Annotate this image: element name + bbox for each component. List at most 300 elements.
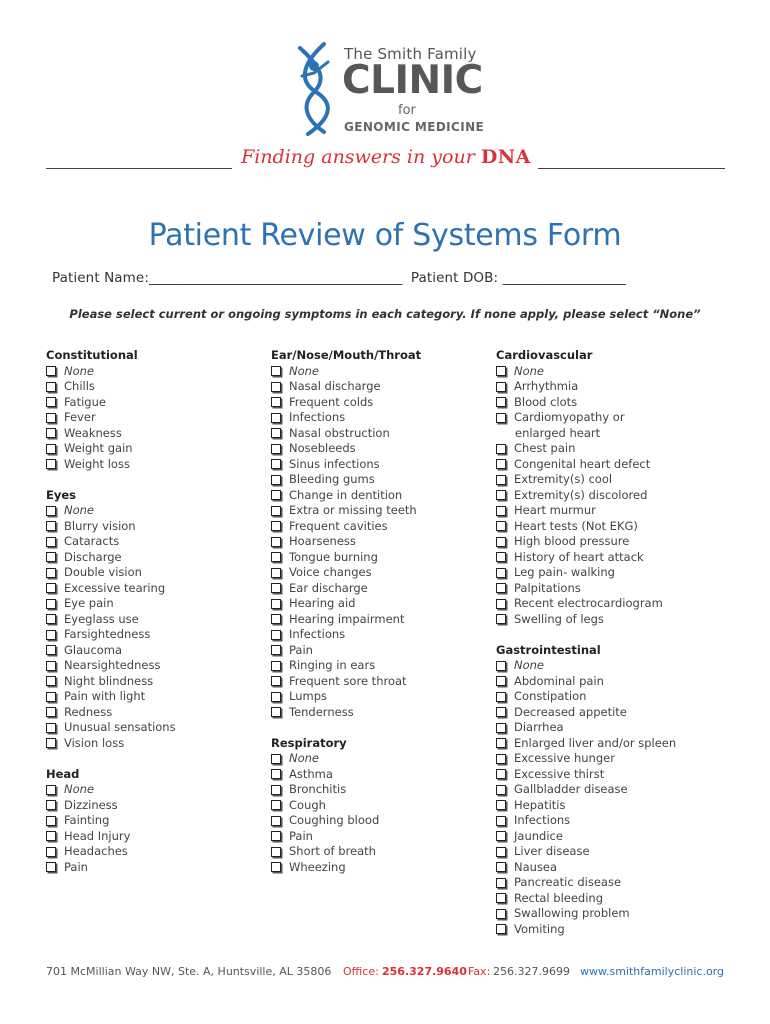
checkbox[interactable] <box>496 909 506 919</box>
checkbox[interactable] <box>46 785 56 795</box>
symptom-option[interactable] <box>496 798 721 814</box>
symptom-option[interactable] <box>496 472 721 488</box>
symptom-option[interactable] <box>496 410 721 426</box>
checkbox[interactable] <box>271 645 281 655</box>
symptom-option[interactable] <box>496 534 721 550</box>
symptom-option[interactable] <box>271 689 496 705</box>
symptom-label: Tongue burning <box>289 549 378 564</box>
checkbox[interactable] <box>46 831 56 841</box>
symptom-label: Excessive tearing <box>64 580 166 595</box>
symptom-option[interactable] <box>46 426 271 442</box>
symptom-option[interactable] <box>271 813 496 829</box>
checkbox[interactable] <box>271 521 281 531</box>
checkbox[interactable] <box>271 382 281 392</box>
symptom-option[interactable] <box>46 658 271 674</box>
symptom-label: Asthma <box>289 766 333 781</box>
symptom-option[interactable] <box>46 736 271 752</box>
checkbox[interactable] <box>46 444 56 454</box>
symptom-label: Sinus infections <box>289 456 380 471</box>
checkbox[interactable] <box>271 552 281 562</box>
checkbox[interactable] <box>496 568 506 578</box>
checkbox[interactable] <box>496 366 506 376</box>
symptom-option[interactable] <box>46 457 271 473</box>
symptom-label: Nearsightedness <box>64 658 161 672</box>
symptom-option[interactable] <box>496 503 721 519</box>
symptom-option[interactable] <box>496 441 721 457</box>
checkbox[interactable] <box>496 490 506 500</box>
checkbox[interactable] <box>496 847 506 857</box>
symptom-option[interactable] <box>496 457 721 473</box>
symptom-option[interactable] <box>271 410 496 426</box>
symptom-label: Eyeglass use <box>64 611 139 626</box>
symptom-option[interactable] <box>496 364 721 380</box>
symptom-option[interactable] <box>46 844 271 860</box>
symptom-label: Redness <box>64 704 113 719</box>
symptom-option[interactable] <box>271 751 496 767</box>
patient-dob-label: Patient DOB: <box>410 270 499 286</box>
checkbox[interactable] <box>496 583 506 593</box>
footer-website[interactable]: www.smithfamilyclinic.org <box>580 965 724 978</box>
section-heading: Head <box>46 766 80 781</box>
symptom-option[interactable] <box>271 488 496 504</box>
checkbox[interactable] <box>271 428 281 438</box>
checkbox[interactable] <box>46 397 56 407</box>
symptom-label: Infections <box>289 410 346 424</box>
section-heading: Respiratory <box>271 735 347 750</box>
symptom-option[interactable] <box>496 844 721 860</box>
checkbox[interactable] <box>496 475 506 485</box>
symptom-option[interactable] <box>271 596 496 612</box>
checkbox[interactable] <box>271 661 281 671</box>
checkbox[interactable] <box>46 630 56 640</box>
symptom-option[interactable] <box>496 782 721 798</box>
checkbox[interactable] <box>46 816 56 826</box>
symptom-label: Double vision <box>64 565 142 579</box>
symptom-option[interactable] <box>271 658 496 674</box>
checkbox[interactable] <box>271 816 281 826</box>
symptom-option[interactable] <box>46 860 271 876</box>
checkbox[interactable] <box>496 754 506 764</box>
symptom-option[interactable] <box>271 705 496 721</box>
checkbox[interactable] <box>496 614 506 624</box>
symptom-option[interactable] <box>46 627 271 643</box>
symptom-label: Frequent cavities <box>289 518 388 533</box>
symptom-label: Gallbladder disease <box>514 782 628 796</box>
checkbox[interactable] <box>46 614 56 624</box>
symptom-option[interactable] <box>271 643 496 659</box>
symptom-option[interactable] <box>496 922 721 938</box>
symptom-option[interactable] <box>496 767 721 783</box>
symptom-label: Pain <box>289 828 313 843</box>
checkbox[interactable] <box>271 506 281 516</box>
symptom-label: Cataracts <box>64 534 120 548</box>
symptom-option[interactable] <box>271 503 496 519</box>
symptom-label: Swelling of legs <box>514 611 604 626</box>
symptom-label: Recent electrocardiogram <box>514 596 663 610</box>
checkbox[interactable] <box>46 847 56 857</box>
symptom-option[interactable] <box>271 674 496 690</box>
checkbox[interactable] <box>496 521 506 531</box>
checkbox[interactable] <box>46 428 56 438</box>
symptom-option[interactable] <box>271 627 496 643</box>
checkbox[interactable] <box>271 583 281 593</box>
symptom-label: Excessive thirst <box>514 766 605 781</box>
checkbox[interactable] <box>46 413 56 423</box>
symptom-label: Head Injury <box>64 828 131 843</box>
symptom-label: Bronchitis <box>289 782 347 796</box>
checkbox[interactable] <box>46 366 56 376</box>
symptom-label: Eye pain <box>64 596 114 610</box>
symptom-option[interactable] <box>271 767 496 783</box>
symptom-label: Pain <box>289 642 313 657</box>
checkbox[interactable] <box>271 568 281 578</box>
tagline <box>236 146 536 168</box>
symptom-option[interactable] <box>496 550 721 566</box>
symptom-label: Nasal obstruction <box>289 425 390 440</box>
symptom-label: Night blindness <box>64 673 154 688</box>
symptom-label: Hearing aid <box>289 596 356 610</box>
symptom-label: Ringing in ears <box>289 658 376 672</box>
symptom-label: Hepatitis <box>514 797 566 812</box>
symptom-label: None <box>514 363 545 378</box>
symptom-label: Frequent sore throat <box>289 673 407 688</box>
footer-office-label: Office: <box>343 965 379 978</box>
symptom-option[interactable] <box>271 565 496 581</box>
checkbox[interactable] <box>271 366 281 376</box>
checkbox[interactable] <box>46 676 56 686</box>
logo-clinic: CLINIC <box>342 58 483 103</box>
symptom-option[interactable] <box>271 457 496 473</box>
symptom-option[interactable] <box>46 612 271 628</box>
checkbox[interactable] <box>496 785 506 795</box>
symptom-option[interactable] <box>496 813 721 829</box>
symptom-label-continuation: enlarged heart <box>515 425 601 440</box>
symptom-option[interactable] <box>496 379 721 395</box>
symptom-option[interactable] <box>46 813 271 829</box>
symptom-option[interactable] <box>46 720 271 736</box>
symptom-option[interactable] <box>271 426 496 442</box>
symptom-section <box>46 348 271 472</box>
checkbox[interactable] <box>496 707 506 717</box>
section-heading: Gastrointestinal <box>496 642 601 657</box>
tagline-rule-left <box>46 168 232 169</box>
symptom-option[interactable] <box>271 364 496 380</box>
symptom-option[interactable] <box>271 612 496 628</box>
symptom-label: Change in dentition <box>289 487 403 502</box>
symptom-option[interactable] <box>271 844 496 860</box>
symptom-option[interactable] <box>46 689 271 705</box>
symptom-label: High blood pressure <box>514 534 630 548</box>
symptom-option[interactable] <box>271 472 496 488</box>
checkbox[interactable] <box>271 614 281 624</box>
symptom-option[interactable] <box>46 410 271 426</box>
symptom-label: Blurry vision <box>64 518 136 533</box>
checkbox[interactable] <box>46 723 56 733</box>
symptom-option[interactable] <box>496 751 721 767</box>
logo-for: for <box>398 103 416 118</box>
symptom-label: Heart murmur <box>514 503 596 517</box>
checkbox[interactable] <box>46 521 56 531</box>
checkbox[interactable] <box>271 676 281 686</box>
symptom-option[interactable] <box>271 829 496 845</box>
checkbox[interactable] <box>271 397 281 407</box>
symptom-label: Liver disease <box>514 844 590 858</box>
symptom-option[interactable] <box>271 860 496 876</box>
symptom-label: None <box>514 658 545 672</box>
checkbox[interactable] <box>271 459 281 469</box>
checkbox[interactable] <box>271 630 281 640</box>
symptom-option[interactable] <box>496 875 721 891</box>
checkbox[interactable] <box>46 382 56 392</box>
patient-fields <box>52 270 732 286</box>
checkbox[interactable] <box>46 707 56 717</box>
checkbox[interactable] <box>496 769 506 779</box>
checkbox[interactable] <box>271 490 281 500</box>
checkbox[interactable] <box>496 661 506 671</box>
checkbox[interactable] <box>496 552 506 562</box>
checkbox[interactable] <box>496 862 506 872</box>
symptom-option[interactable] <box>496 860 721 876</box>
checkbox[interactable] <box>496 816 506 826</box>
symptom-label: Enlarged liver and/or spleen <box>514 735 677 750</box>
checkbox[interactable] <box>271 599 281 609</box>
symptom-label: Swallowing problem <box>514 906 630 920</box>
symptom-option[interactable] <box>46 829 271 845</box>
symptom-label: Voice changes <box>289 565 372 579</box>
checkbox[interactable] <box>496 397 506 407</box>
checkbox[interactable] <box>271 692 281 702</box>
symptom-option[interactable] <box>496 689 721 705</box>
symptom-label: Hearing impairment <box>289 611 405 626</box>
checkbox[interactable] <box>496 831 506 841</box>
symptom-label: None <box>64 363 95 378</box>
symptom-option[interactable] <box>46 395 271 411</box>
symptom-label: Blood clots <box>514 394 578 409</box>
symptom-option[interactable] <box>496 906 721 922</box>
symptom-label: Arrhythmia <box>514 379 579 393</box>
symptom-label: Extremity(s) discolored <box>514 487 648 502</box>
symptom-label: Jaundice <box>514 828 563 843</box>
symptom-option[interactable] <box>46 364 271 380</box>
symptom-option[interactable] <box>46 705 271 721</box>
checkbox[interactable] <box>46 537 56 547</box>
symptom-option[interactable] <box>46 534 271 550</box>
symptom-label: Vision loss <box>64 735 125 750</box>
checkbox[interactable] <box>271 831 281 841</box>
symptom-label: Fatigue <box>64 394 106 409</box>
symptom-option[interactable] <box>46 503 271 519</box>
symptom-label: Excessive hunger <box>514 751 615 765</box>
checkbox[interactable] <box>271 862 281 872</box>
checkbox[interactable] <box>496 413 506 423</box>
symptom-label: Nasal discharge <box>289 379 381 393</box>
checkbox[interactable] <box>271 537 281 547</box>
symptom-label: Cough <box>289 797 326 812</box>
checkbox[interactable] <box>46 506 56 516</box>
checkbox[interactable] <box>496 444 506 454</box>
symptom-label: None <box>64 782 95 796</box>
symptom-option[interactable] <box>271 550 496 566</box>
checkbox[interactable] <box>46 692 56 702</box>
footer-address: 701 McMillian Way NW, Ste. A, Huntsville, AL 35806 <box>46 965 332 978</box>
checkbox[interactable] <box>46 862 56 872</box>
symptom-label: Heart tests (Not EKG) <box>514 518 638 533</box>
symptom-label: Diarrhea <box>514 720 564 734</box>
checkbox[interactable] <box>496 459 506 469</box>
footer-fax-label: Fax: <box>468 965 491 978</box>
symptom-option[interactable] <box>46 550 271 566</box>
symptom-label: Infections <box>289 627 346 641</box>
symptom-label: None <box>289 751 320 765</box>
checkbox[interactable] <box>496 676 506 686</box>
checkbox[interactable] <box>46 583 56 593</box>
symptom-option[interactable] <box>46 596 271 612</box>
symptom-option[interactable] <box>46 581 271 597</box>
symptom-section <box>271 736 496 876</box>
checkbox[interactable] <box>496 537 506 547</box>
symptom-label: Palpitations <box>514 580 581 595</box>
symptom-option[interactable] <box>496 720 721 736</box>
symptom-option[interactable] <box>271 441 496 457</box>
checkbox[interactable] <box>496 506 506 516</box>
symptom-label: Farsightedness <box>64 627 151 641</box>
symptom-label: Discharge <box>64 549 122 564</box>
symptom-option[interactable] <box>46 519 271 535</box>
symptom-label: None <box>64 503 95 517</box>
symptom-option[interactable] <box>271 395 496 411</box>
symptom-label: Vomiting <box>514 921 565 936</box>
symptom-label: Fainting <box>64 813 110 827</box>
symptom-option[interactable] <box>46 798 271 814</box>
symptom-label: Decreased appetite <box>514 704 627 719</box>
symptom-section <box>496 348 721 627</box>
symptom-option[interactable] <box>271 782 496 798</box>
symptom-option[interactable] <box>271 519 496 535</box>
symptom-option[interactable] <box>496 891 721 907</box>
symptom-label: Unusual sensations <box>64 720 176 734</box>
symptom-label: Dizziness <box>64 797 118 812</box>
tagline-dna: DNA <box>480 146 531 168</box>
checkbox[interactable] <box>271 800 281 810</box>
section-heading: Ear/Nose/Mouth/Throat <box>271 348 422 362</box>
checkbox[interactable] <box>46 568 56 578</box>
symptom-label: Headaches <box>64 844 128 858</box>
symptom-option[interactable] <box>46 565 271 581</box>
checkbox[interactable] <box>496 800 506 810</box>
symptom-section <box>496 643 721 938</box>
symptom-label: Lumps <box>289 689 327 703</box>
symptom-option[interactable] <box>46 643 271 659</box>
checkbox[interactable] <box>271 413 281 423</box>
symptom-option[interactable] <box>496 395 721 411</box>
symptom-label: Nausea <box>514 859 558 874</box>
symptom-label: Fever <box>64 410 96 424</box>
checkbox[interactable] <box>496 382 506 392</box>
logo-genomic-medicine: GENOMIC MEDICINE <box>344 120 485 134</box>
symptom-label: Nosebleeds <box>289 441 356 455</box>
checkbox[interactable] <box>46 459 56 469</box>
checkbox[interactable] <box>271 847 281 857</box>
symptom-option[interactable] <box>496 829 721 845</box>
symptom-option[interactable] <box>496 705 721 721</box>
symptom-option[interactable] <box>271 534 496 550</box>
checkbox[interactable] <box>271 754 281 764</box>
form-title: Patient Review of Systems Form <box>148 218 622 253</box>
symptom-option[interactable] <box>496 612 721 628</box>
checkbox[interactable] <box>46 645 56 655</box>
symptom-label: Pancreatic disease <box>514 875 622 889</box>
symptom-label: Leg pain- walking <box>514 565 615 579</box>
checkbox[interactable] <box>46 552 56 562</box>
symptom-label: Constipation <box>514 689 587 703</box>
checkbox[interactable] <box>496 692 506 702</box>
symptom-label: Rectal bleeding <box>514 890 604 905</box>
checkbox[interactable] <box>496 878 506 888</box>
symptom-option[interactable] <box>496 488 721 504</box>
symptom-label: Hoarseness <box>289 534 356 548</box>
patient-dob-field[interactable]: __________________ <box>502 270 626 286</box>
section-heading: Eyes <box>46 487 76 502</box>
symptom-option[interactable] <box>496 519 721 535</box>
patient-name-field[interactable]: _____________________________________ <box>148 270 403 286</box>
symptom-label: Coughing blood <box>289 813 380 827</box>
symptom-option[interactable] <box>46 674 271 690</box>
checkbox[interactable] <box>496 599 506 609</box>
column-2 <box>271 348 496 891</box>
checkbox[interactable] <box>271 707 281 717</box>
checkbox[interactable] <box>271 785 281 795</box>
checkbox[interactable] <box>271 769 281 779</box>
symptom-label: Congenital heart defect <box>514 456 651 471</box>
symptom-label: Glaucoma <box>64 642 123 657</box>
clinic-logo <box>294 40 494 136</box>
symptom-label: Short of breath <box>289 844 376 858</box>
checkbox[interactable] <box>271 444 281 454</box>
checkbox[interactable] <box>496 893 506 903</box>
symptom-label: Extremity(s) cool <box>514 472 613 486</box>
checkbox[interactable] <box>271 475 281 485</box>
section-heading: Constitutional <box>46 348 138 362</box>
symptom-option[interactable] <box>46 782 271 798</box>
symptom-option[interactable] <box>496 565 721 581</box>
checkbox[interactable] <box>46 599 56 609</box>
symptom-option[interactable] <box>271 798 496 814</box>
symptom-option[interactable] <box>496 736 721 752</box>
symptom-option[interactable] <box>496 674 721 690</box>
checkbox[interactable] <box>46 661 56 671</box>
symptom-label: None <box>289 363 320 378</box>
symptom-option[interactable] <box>271 581 496 597</box>
symptom-label: Weight gain <box>64 441 133 455</box>
checkbox[interactable] <box>496 723 506 733</box>
tagline-rule-right <box>538 168 725 169</box>
symptom-option[interactable] <box>496 581 721 597</box>
symptom-option[interactable] <box>46 379 271 395</box>
checkbox[interactable] <box>496 924 506 934</box>
symptom-option[interactable] <box>496 658 721 674</box>
symptom-label: Pain <box>64 859 88 874</box>
checkbox[interactable] <box>46 800 56 810</box>
checkbox[interactable] <box>46 738 56 748</box>
symptom-label: Tenderness <box>289 704 354 719</box>
tagline-text: Finding answers in your <box>241 146 475 168</box>
symptom-label: Ear discharge <box>289 580 368 595</box>
symptom-option[interactable] <box>271 379 496 395</box>
checkbox[interactable] <box>496 738 506 748</box>
symptom-option[interactable] <box>46 441 271 457</box>
symptom-section <box>46 767 271 876</box>
symptom-option[interactable] <box>496 596 721 612</box>
